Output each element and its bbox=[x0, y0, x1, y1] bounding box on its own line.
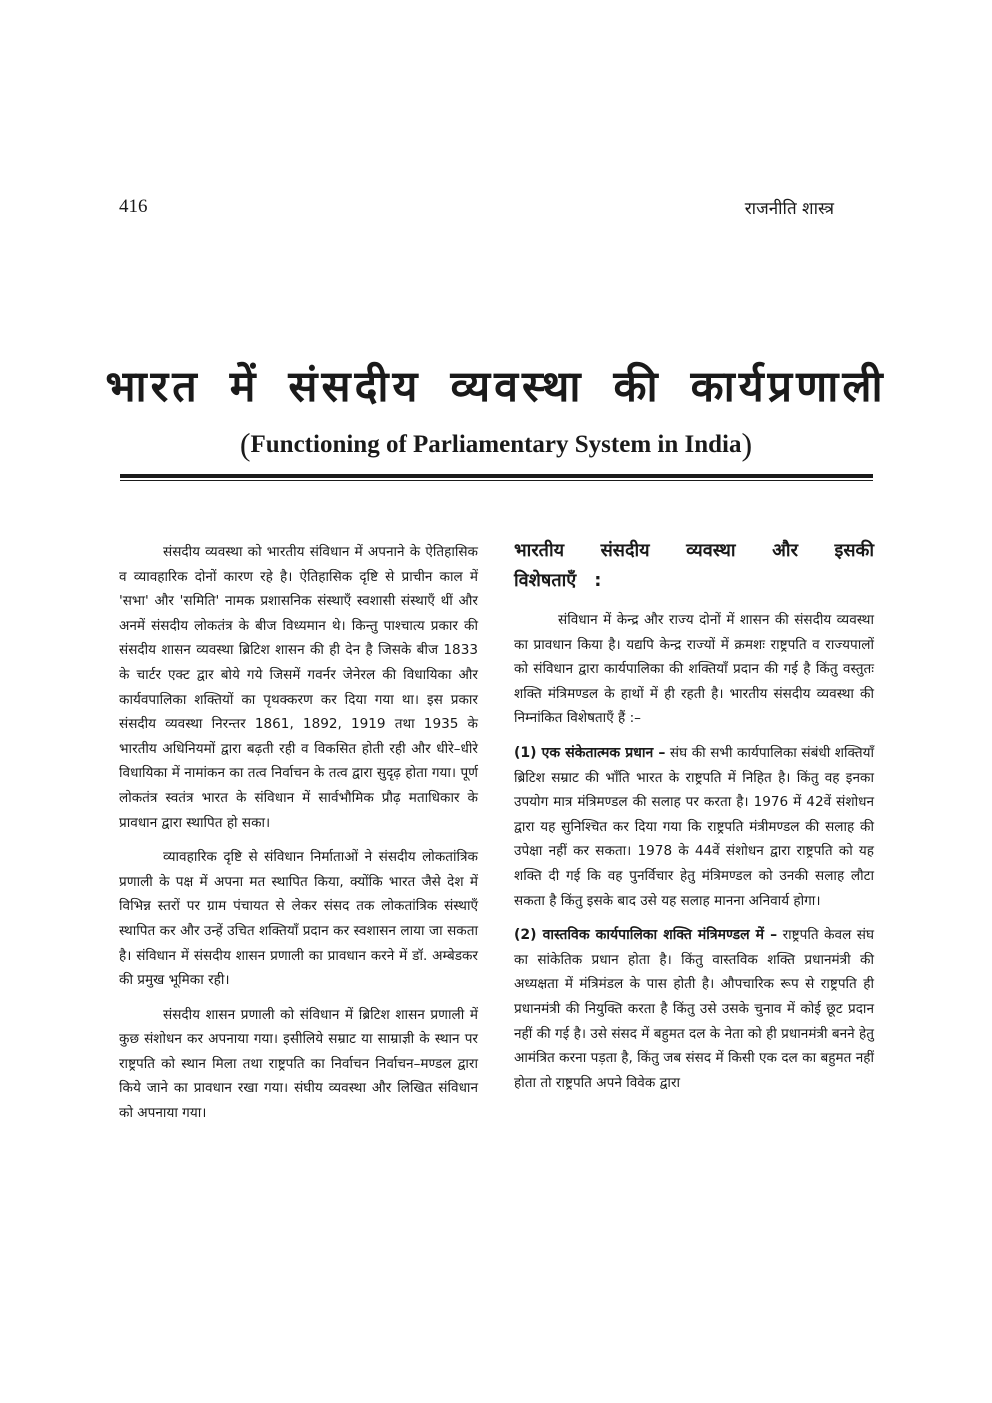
title-rule-thin bbox=[120, 480, 873, 481]
subtitle-text: Functioning of Parliamentary System in India bbox=[250, 431, 742, 458]
feature-item-1-text: संघ की सभी कार्यपालिका संबंधी शक्तियाँ ब्रिटिश सम्राट की भाँति भारत के राष्ट्रपति में निहित है। किंतु वह इनका उपयोग मात्र मंत्रिमण्डल की सलाह पर करता है। 1976 में 42वें संशोधन द्वारा यह सुनिश्चित कर दिया गया कि राष्ट्रपति मंत्रीमण्डल की सलाह की उपेक्षा नहीं कर सकता। 1978 के 44वें संशोधन द्वारा राष्ट्रपति को यह शक्ति दी गई कि वह पुनर्विचार हेतु मंत्रिमण्डल को उनकी सलाह लौटा सकता है किंतु इसके बाद उसे यह सलाह मानना अनिवार्य होगा। bbox=[514, 744, 874, 909]
feature-item-2-text: राष्ट्रपति केवल संघ का सांकेतिक प्रधान होता है। किंतु वास्तविक शक्ति प्रधानमंत्री की अध्यक्षता में मंत्रिमंडल के पास होती है। औपचारिक रूप से राष्ट्रपति ही प्रधानमंत्री की नियुक्ति करता है किंतु उसे उसके चुनाव में कोई छूट प्रदान नहीं की गई है। उसे संसद में बहुमत दल के नेता को ही प्रधानमंत्री बनने हेतु आमंत्रित करना पड़ता है, किंतु जब संसद में किसी एक दल का बहुमत नहीं होता तो राष्ट्रपति अपने विवेक द्वारा bbox=[514, 927, 874, 1091]
feature-item-2-label: (2) वास्तविक कार्यपालिका शक्ति मंत्रिमण्डल में – bbox=[514, 927, 778, 944]
page-number: 416 bbox=[119, 196, 148, 217]
running-head: राजनीति शास्त्र bbox=[744, 199, 834, 219]
chapter-title: भारत में संसदीय व्यवस्था की कार्यप्रणाली bbox=[105, 362, 887, 412]
title-rule-thick bbox=[120, 474, 873, 478]
right-column bbox=[514, 536, 874, 1105]
section-heading-line-1: भारतीय संसदीय व्यवस्था और इसकी bbox=[514, 540, 874, 561]
feature-item-1-label: (1) एक संकेतात्मक प्रधान – bbox=[514, 744, 666, 761]
feature-item-2 bbox=[514, 923, 874, 1095]
right-intro-paragraph: संविधान में केन्द्र और राज्य दोनों में शासन की संसदीय व्यवस्था का प्रावधान किया है। यद्यपि केन्द्र राज्यों में क्रमशः राष्ट्रपति व राज्यपालों को संविधान द्वारा कार्यपालिका की शक्तियाँ प्रदान की गई है किंतु वस्तुतः शक्ति मंत्रिमण्डल के हाथों में ही रहती है। भारतीय संसदीय व्यवस्था की निम्नांकित विशेषताएँ हैं :– bbox=[514, 612, 874, 727]
left-column bbox=[119, 540, 478, 1136]
subtitle-close-paren: ) bbox=[741, 426, 753, 462]
feature-item-1 bbox=[514, 741, 874, 913]
section-heading-text: विशेषताएँ bbox=[514, 570, 577, 591]
left-paragraph-2: व्यावहारिक दृष्टि से संविधान निर्माताओं ने संसदीय लोकतांत्रिक प्रणाली के पक्ष में अपना मत स्थापित किया, क्योंकि भारत जैसे देश में विभिन्न स्तरों पर ग्राम पंचायत से लेकर संसद तक लोकतांत्रिक संस्थाएँ स्थापित कर और उन्हें उचित शक्तियाँ प्रदान कर स्वशासन लाया जा सकता है। संविधान में संसदीय शासन प्रणाली का प्रावधान करने में डॉ. अम्बेडकर की प्रमुख भूमिका रही। bbox=[119, 849, 478, 989]
left-paragraph-1: संसदीय व्यवस्था को भारतीय संविधान में अपनाने के ऐतिहासिक व व्यावहारिक दोनों कारण रहे है। ऐतिहासिक दृष्टि से प्राचीन काल में 'सभा' और 'समिति' नामक प्रशासनिक संस्थाएँ स्वशासी संस्थाएँ थीं और अनमें संसदीय लोकतंत्र के बीज विध्यमान थे। किन्तु पाश्चात्य प्रकार की संसदीय शासन व्यवस्था ब्रिटिश शासन की ही देन है जिसके बीज 1833 के चार्टर एक्ट द्वार बोये गये जिसमें गवर्नर जेनेरल की विधायिका और कार्यवपालिका शक्तियों का पृथक्करण कर दिया गया था। इस प्रकार संसदीय व्यवस्था निरन्तर 1861, 1892, 1919 तथा 1935 के भारतीय अधिनियमों द्वारा बढ़ती रही व विकसित होती रही और धीरे–धीरे विधायिका में नामांकन का तत्व निर्वाचन के तत्व द्वारा सुदृढ़ होता गया। पूर्ण लोकतंत्र स्वतंत्र भारत के संविधान में सार्वभौमिक प्रौढ़ मताधिकार के प्रावधान द्वारा स्थापित हो सका। bbox=[119, 544, 478, 831]
subtitle-open-paren: ( bbox=[239, 426, 251, 462]
left-paragraph-3: संसदीय शासन प्रणाली को संविधान में ब्रिटिश शासन प्रणाली में कुछ संशोधन कर अपनाया गया। इसीलिये सम्राट या साम्राज्ञी के स्थान पर राष्ट्रपति को स्थान मिला तथा राष्ट्रपति का निर्वाचन निर्वाचन–मण्डल द्वारा किये जाने का प्रावधान रखा गया। संघीय व्यवस्था और लिखित संविधान को अपनाया गया। bbox=[119, 1006, 478, 1122]
chapter-subtitle bbox=[0, 426, 992, 463]
section-heading-colon: : bbox=[594, 570, 602, 591]
section-heading-line-2 bbox=[514, 566, 874, 596]
